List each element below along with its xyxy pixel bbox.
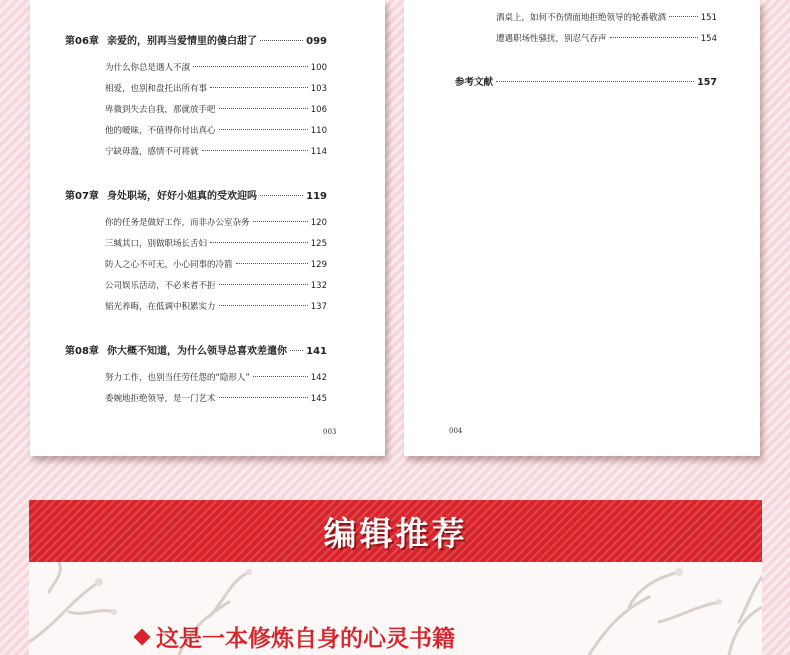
leader-dots [202, 150, 308, 151]
left-toc-page [30, 0, 385, 456]
recommendation-heading-text: 这是一本修炼自身的心灵书籍 [156, 626, 455, 652]
toc-entry[interactable] [105, 82, 327, 94]
section-page: 137 [310, 302, 327, 312]
leader-dots [236, 263, 308, 264]
section-page: 120 [310, 218, 327, 228]
section-title: 你的任务是做好工作，而非办公室杂务 [105, 218, 250, 228]
leader-dots [210, 87, 308, 88]
leader-dots [253, 221, 308, 222]
leader-dots [210, 242, 308, 243]
leader-dots [219, 305, 308, 306]
chapter-07-entry[interactable] [65, 187, 327, 202]
section-title: 公司娱乐活动，不必来者不拒 [105, 281, 216, 291]
chapter-page: 119 [306, 191, 327, 202]
section-title: 宁缺毋滥，感情不可将就 [105, 147, 199, 157]
section-title: 为什么你总是遇人不淑 [105, 63, 191, 73]
toc-entry[interactable] [105, 103, 327, 115]
section-page: 114 [310, 147, 327, 157]
chapter-number: 第08章 [65, 346, 99, 357]
section-page: 110 [310, 126, 327, 136]
chapter-title: 身处职场，好好小姐真的受欢迎吗 [107, 191, 257, 202]
chapter-number: 第06章 [65, 36, 99, 47]
toc-entry[interactable] [105, 216, 327, 228]
leader-dots [193, 66, 308, 67]
section-title: 相爱，也别和盘托出所有事 [105, 84, 208, 94]
editor-recommendation-banner [29, 500, 762, 562]
diamond-bullet-icon [134, 628, 151, 645]
chapter-page: 099 [306, 36, 327, 47]
references-title: 参考文献 [455, 77, 494, 88]
toc-entry[interactable] [496, 11, 717, 23]
leader-dots [290, 350, 303, 351]
toc-entry[interactable] [496, 32, 717, 44]
chapter-page: 141 [306, 346, 327, 357]
toc-entry[interactable] [105, 392, 327, 404]
section-title: 他的暧昧，不值得你付出真心 [105, 126, 216, 136]
leader-dots [253, 376, 308, 377]
section-title: 韬光养晦，在低调中积累实力 [105, 302, 216, 312]
toc-entry[interactable] [105, 237, 327, 249]
right-toc-page [404, 0, 760, 456]
leader-dots [496, 81, 694, 82]
recommendation-heading [136, 620, 455, 653]
toc-entry[interactable] [105, 371, 327, 383]
chapter-06-entry[interactable] [65, 32, 327, 47]
section-title: 三缄其口，别做职场长舌妇 [105, 239, 208, 249]
leader-dots [219, 284, 308, 285]
chapter-title: 亲爱的，别再当爱情里的傻白甜了 [107, 36, 257, 47]
toc-entry[interactable] [105, 300, 327, 312]
section-page: 132 [310, 281, 327, 291]
section-title: 遭遇职场性骚扰，别忍气吞声 [496, 34, 607, 44]
section-page: 151 [700, 13, 717, 23]
references-entry[interactable] [455, 74, 717, 88]
banner-title: 编辑推荐 [323, 513, 468, 553]
section-title: 委婉地拒绝领导，是一门艺术 [105, 394, 216, 404]
chapter-08-entry[interactable] [65, 342, 327, 357]
recommendation-panel [29, 562, 762, 655]
section-page: 154 [700, 34, 717, 44]
section-title: 努力工作，也别当任劳任怨的“隐形人” [105, 373, 250, 383]
toc-entry[interactable] [105, 124, 327, 136]
references-page: 157 [697, 77, 717, 88]
leader-dots [219, 397, 308, 398]
section-page: 103 [310, 84, 327, 94]
leader-dots [610, 37, 698, 38]
toc-entry[interactable] [105, 145, 327, 157]
toc-entry[interactable] [105, 258, 327, 270]
section-page: 125 [310, 239, 327, 249]
leader-dots [669, 16, 698, 17]
toc-entry[interactable] [105, 61, 327, 73]
section-title: 防人之心不可无，小心同事的冷箭 [105, 260, 233, 270]
leader-dots [260, 195, 303, 196]
section-page: 129 [310, 260, 327, 270]
leader-dots [219, 108, 308, 109]
chapter-title: 你大概不知道，为什么领导总喜欢差遣你 [107, 346, 287, 357]
chapter-number: 第07章 [65, 191, 99, 202]
section-title: 卑微到失去自我，那就放手吧 [105, 105, 216, 115]
leader-dots [260, 40, 303, 41]
section-page: 106 [310, 105, 327, 115]
leader-dots [219, 129, 308, 130]
page-number: 004 [449, 427, 463, 435]
section-page: 100 [310, 63, 327, 73]
page-number: 003 [323, 428, 337, 436]
section-page: 145 [310, 394, 327, 404]
toc-entry[interactable] [105, 279, 327, 291]
section-title: 酒桌上，如何不伤情面地拒绝领导的轮番敬酒 [496, 13, 667, 23]
section-page: 142 [310, 373, 327, 383]
